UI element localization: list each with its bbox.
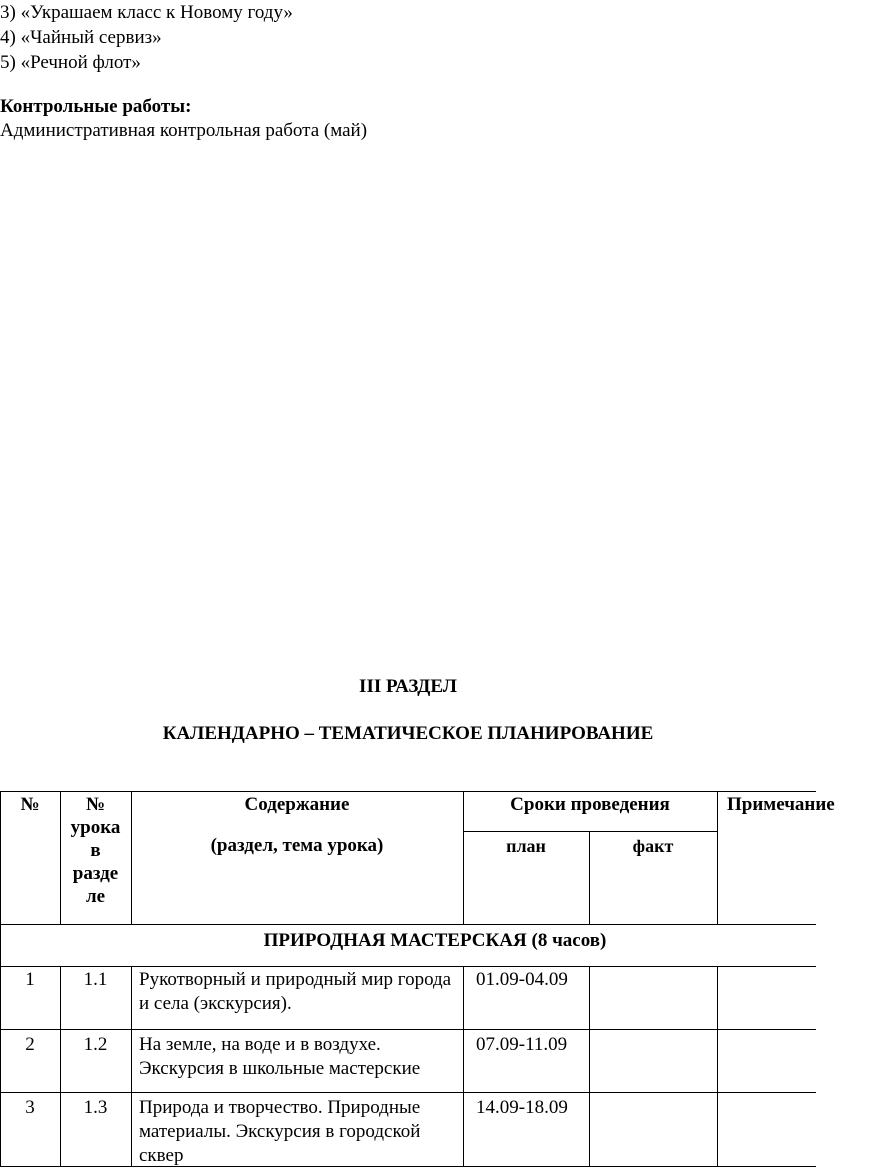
header-num: № bbox=[20, 794, 40, 815]
row-num: 1 bbox=[25, 969, 35, 990]
list-item-4: 4) «Чайный сервиз» bbox=[0, 27, 162, 48]
row-num: 3 bbox=[25, 1097, 35, 1118]
row-num: 2 bbox=[25, 1034, 35, 1055]
header-dates: Сроки проведения bbox=[510, 794, 670, 815]
row-content: Рукотворный и природный мир города и села (экскурсия). bbox=[139, 969, 452, 1014]
row-plan: 01.09-04.09 bbox=[476, 969, 568, 990]
header-content: Содержание bbox=[244, 794, 350, 815]
header-plan: план bbox=[506, 836, 546, 856]
plan-title: КАЛЕНДАРНО – ТЕМАТИЧЕСКОЕ ПЛАНИРОВАНИЕ bbox=[162, 723, 654, 744]
row-plan: 07.09-11.09 bbox=[476, 1034, 568, 1055]
header-content-sub: (раздел, тема урока) bbox=[210, 835, 384, 856]
list-item-3: 3) «Украшаем класс к Новому году» bbox=[0, 2, 293, 23]
list-item-5: 5) «Речной флот» bbox=[0, 52, 141, 73]
row-content: Природа и творчество. Природные материалы. Экскурсия в городской сквер bbox=[139, 1097, 421, 1166]
header-notes: Примечание bbox=[727, 794, 835, 815]
row-plan: 14.09-18.09 bbox=[476, 1097, 568, 1118]
section-title: III РАЗДЕЛ bbox=[359, 676, 457, 697]
section-row: ПРИРОДНАЯ МАСТЕРСКАЯ (8 часов) bbox=[263, 930, 607, 951]
row-lesson: 1.2 bbox=[83, 1034, 108, 1055]
row-lesson: 1.3 bbox=[83, 1097, 108, 1118]
row-lesson: 1.1 bbox=[83, 969, 108, 990]
control-works-heading: Контрольные работы: bbox=[0, 96, 192, 117]
control-works-text: Административная контрольная работа (май) bbox=[0, 120, 368, 141]
header-lesson-num: № урока в разде ле bbox=[70, 794, 121, 907]
header-fact: факт bbox=[632, 836, 674, 856]
row-content: На земле, на воде и в воздухе. Экскурсия в школьные мастерские bbox=[139, 1034, 421, 1079]
